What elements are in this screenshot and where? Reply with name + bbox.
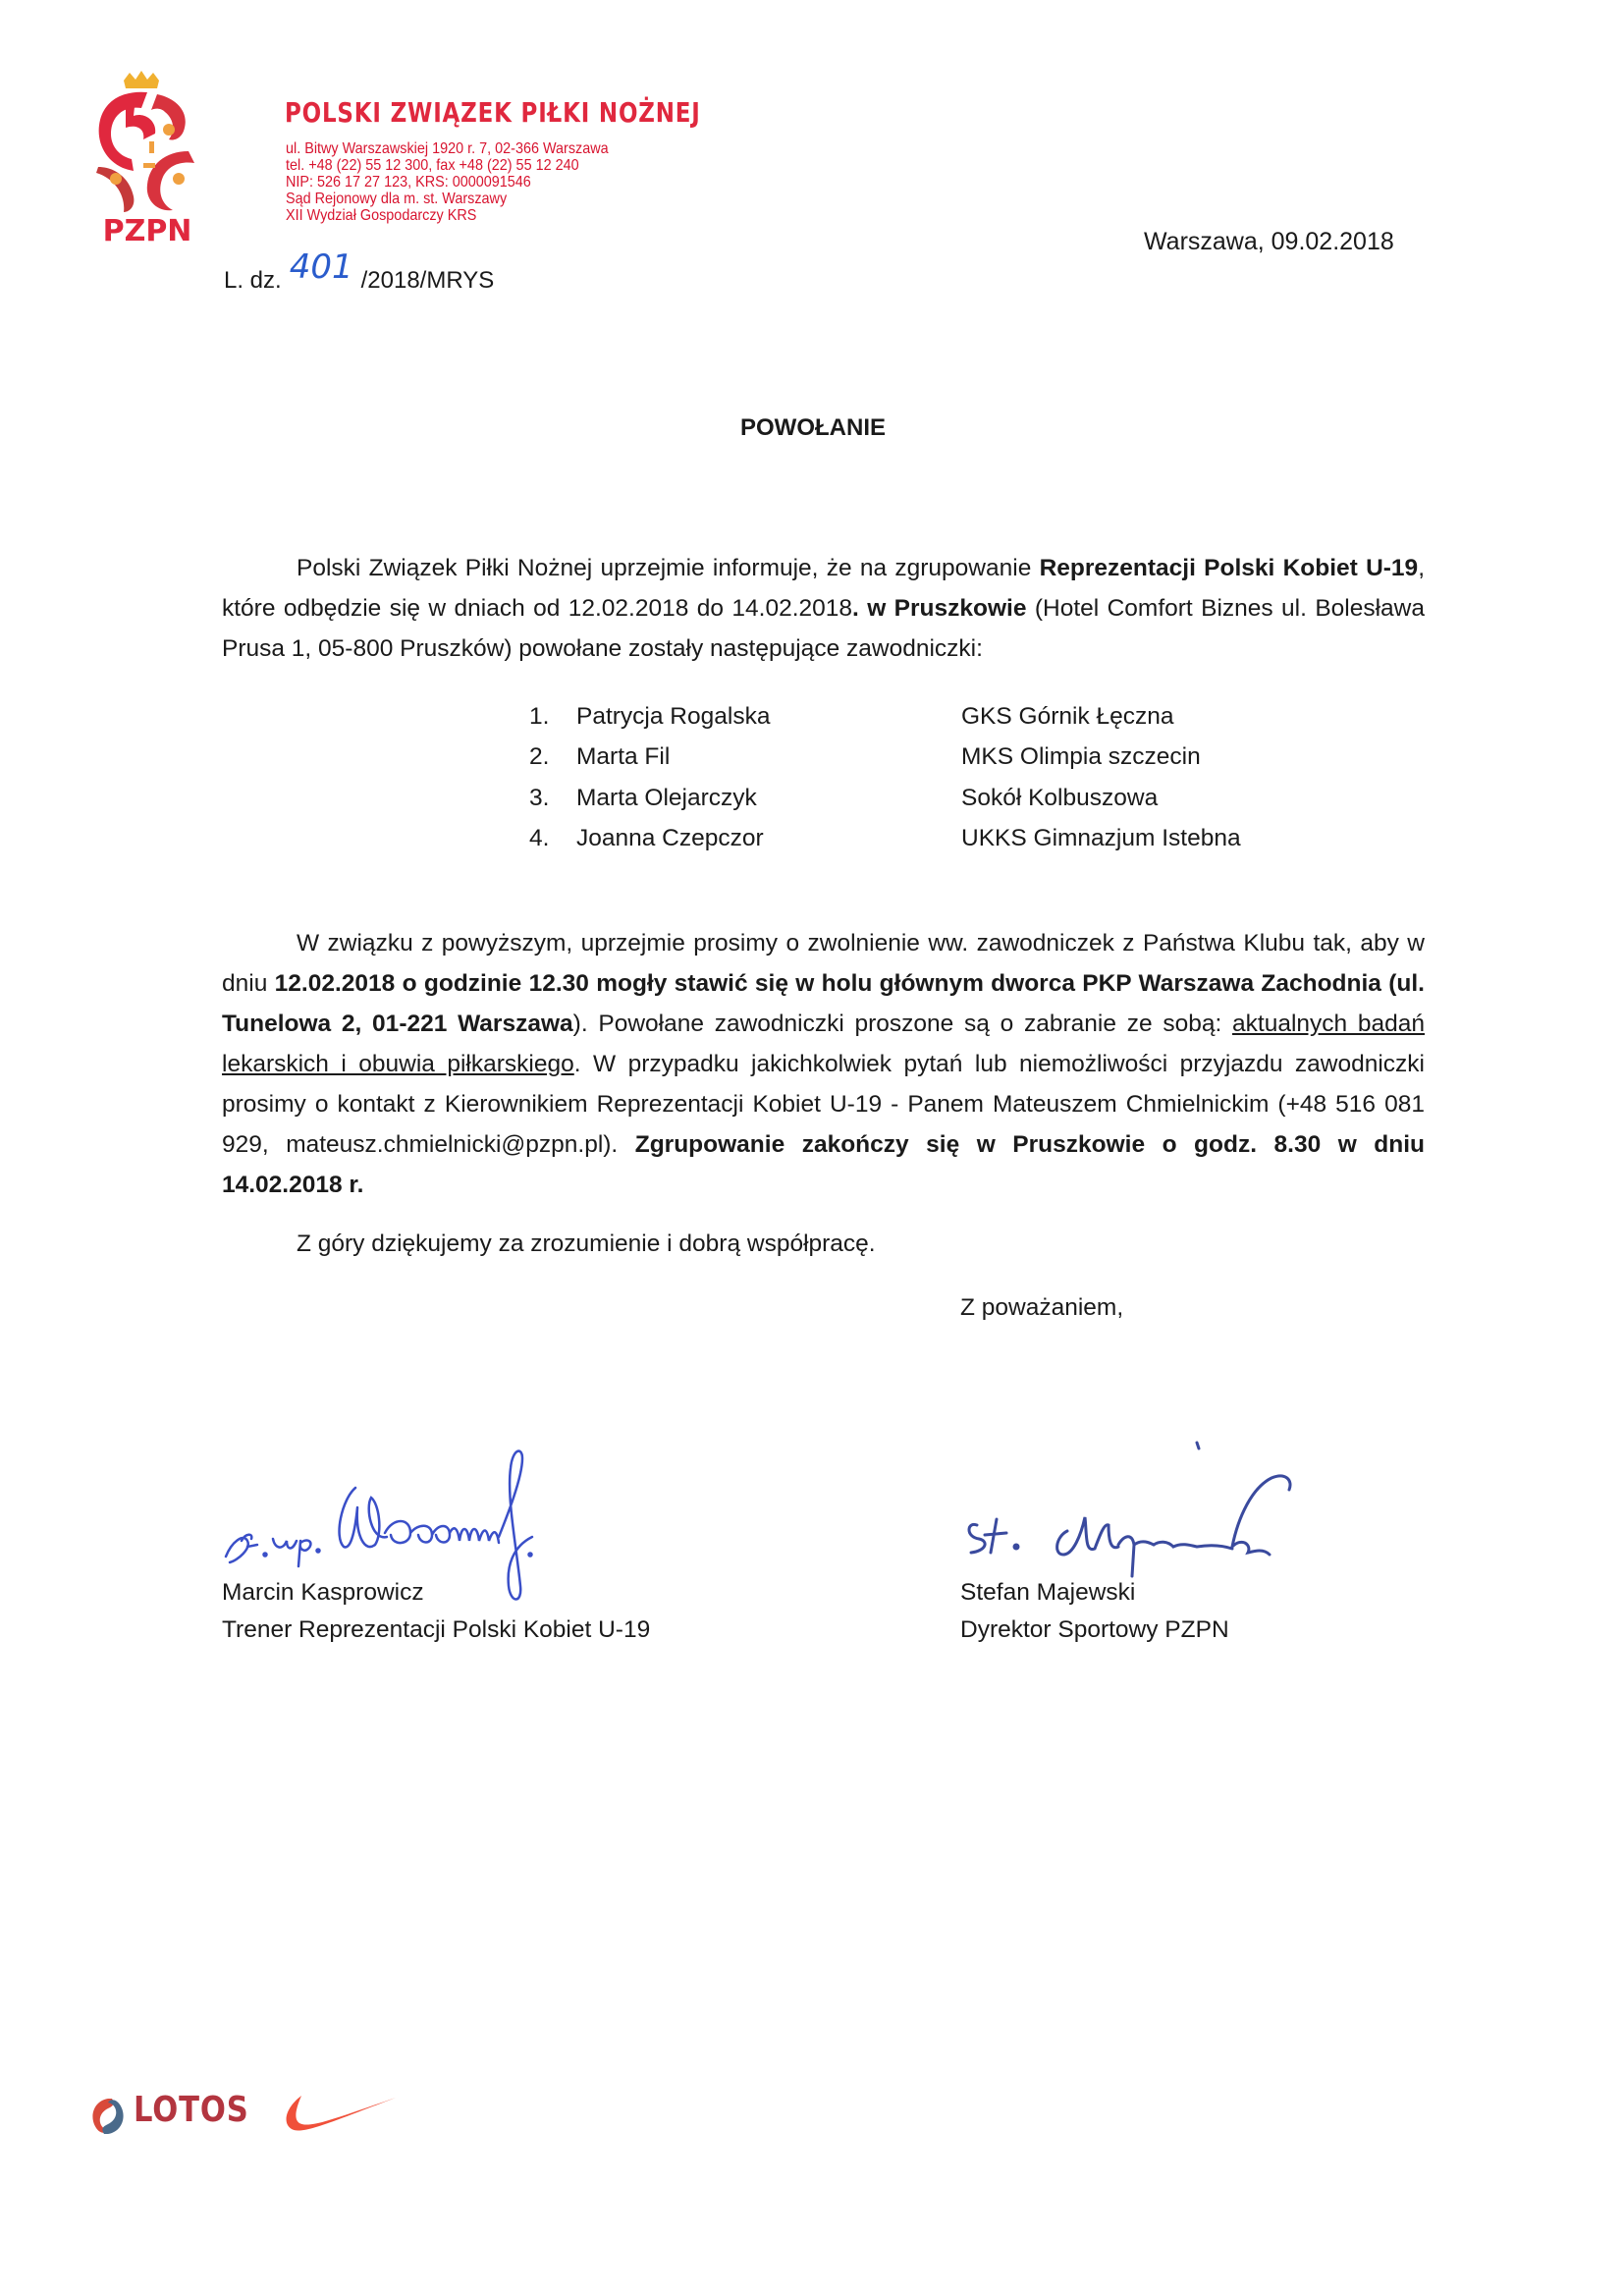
- closing-salutation: Z poważaniem,: [960, 1294, 1124, 1321]
- pzpn-logo-icon: [86, 69, 209, 246]
- title-text: POWOŁANIE: [740, 414, 886, 441]
- underlined-text: aktualnych badań lekarskich i obuwia piłkarskiego: [222, 1011, 1426, 1077]
- signatory-role: Dyrektor Sportowy PZPN: [960, 1616, 1229, 1643]
- letter-date: Warszawa, 09.02.2018: [1144, 228, 1394, 255]
- lotos-logo-icon: [86, 2095, 130, 2138]
- player-name: Joanna Czepczor: [576, 824, 764, 851]
- document-title: [0, 414, 1623, 442]
- signatory-name: Stefan Majewski: [960, 1579, 1136, 1606]
- text: . W przypadku jakichkolwiek pytań lub niemożliwości przyjazdu zawodniczki prosimy o kontakt z Kierownikiem Reprezentacji Kobiet U-19 - Panem Mateuszem Chmielnickim (+48 516 081 929, mateusz.chmielnicki@pzpn.pl).: [222, 1051, 1425, 1158]
- player-club: GKS Górnik Łęczna: [961, 703, 1174, 730]
- player-club: UKKS Gimnazjum Istebna: [961, 824, 1241, 851]
- paragraph-intro: [222, 548, 1425, 669]
- player-name: Patrycja Rogalska: [576, 703, 771, 730]
- player-name: Marta Fil: [576, 743, 671, 771]
- signature-right-icon: [957, 1429, 1345, 1586]
- player-club: MKS Olimpia szczecin: [961, 743, 1201, 771]
- logo-text: PZPN: [102, 214, 192, 246]
- org-phone: tel. +48 (22) 55 12 300, fax +48 (22) 55 12 240: [286, 157, 579, 174]
- text: (Hotel Comfort Biznes ul. Bolesława Prusa 1, 05-800 Pruszków) powołane zostały następujące zawodniczki:: [222, 595, 1425, 662]
- text: , które odbędzie się w dniach od 12.02.2018 do 14.02.2018: [222, 555, 1425, 622]
- item-number: 1.: [529, 703, 550, 730]
- item-number: 2.: [529, 743, 550, 771]
- lotos-wordmark: LOTOS: [134, 2090, 249, 2130]
- text: Z góry dziękujemy za zrozumienie i dobrą współpracę.: [297, 1230, 876, 1257]
- item-number: 3.: [529, 784, 550, 811]
- text: ). Powołane zawodniczki proszone są o zabranie ze sobą:: [572, 1011, 1233, 1037]
- player-club: Sokół Kolbuszowa: [961, 784, 1159, 811]
- signatory-role: Trener Reprezentacji Polski Kobiet U-19: [222, 1616, 651, 1643]
- bold-text: . w Pruszkowie: [852, 595, 1027, 622]
- org-court: Sąd Rejonowy dla m. st. Warszawy: [286, 191, 508, 207]
- bold-text: 12.02.2018 o godzinie 12.30 mogły stawić się w holu głównym dworca PKP Warszawa Zachodnia (ul. Tunelowa 2, 01-221 Warszawa: [222, 970, 1425, 1037]
- organization-info: [286, 140, 644, 224]
- org-address: ul. Bitwy Warszawskiej 1920 r. 7, 02-366 Warszawa: [286, 140, 609, 157]
- ref-prefix: L. dz.: [224, 267, 282, 294]
- signature-block-left: [222, 1574, 650, 1649]
- ref-suffix: /2018/MRYS: [360, 267, 495, 294]
- player-name: Marta Olejarczyk: [576, 784, 757, 811]
- bold-text: Zgrupowanie zakończy się w Pruszkowie o godz. 8.30 w dniu 14.02.2018 r.: [222, 1131, 1425, 1198]
- item-number: 4.: [529, 824, 550, 851]
- reference-number: [224, 247, 495, 297]
- text: Polski Związek Piłki Nożnej uprzejmie informuje, że na zgrupowanie: [297, 555, 1040, 581]
- signatory-name: Marcin Kasprowicz: [222, 1579, 424, 1606]
- org-tax-ids: NIP: 526 17 27 123, KRS: 0000091546: [286, 174, 531, 191]
- bold-text: Reprezentacji Polski Kobiet U-19: [1039, 555, 1419, 581]
- paragraph-thanks: [222, 1224, 1425, 1264]
- organization-name: POLSKI ZWIĄZEK PIŁKI NOŻNEJ: [285, 96, 701, 129]
- org-court-dept: XII Wydział Gospodarczy KRS: [286, 207, 477, 224]
- nike-swoosh-icon: [280, 2092, 398, 2136]
- signature-block-right: [960, 1574, 1229, 1649]
- paragraph-instructions: [222, 923, 1425, 1205]
- ref-handwritten-number: 401: [289, 247, 353, 287]
- text: W związku z powyższym, uprzejmie prosimy o zwolnienie ww. zawodniczek z Państwa Klubu tak, aby w dniu: [222, 930, 1425, 997]
